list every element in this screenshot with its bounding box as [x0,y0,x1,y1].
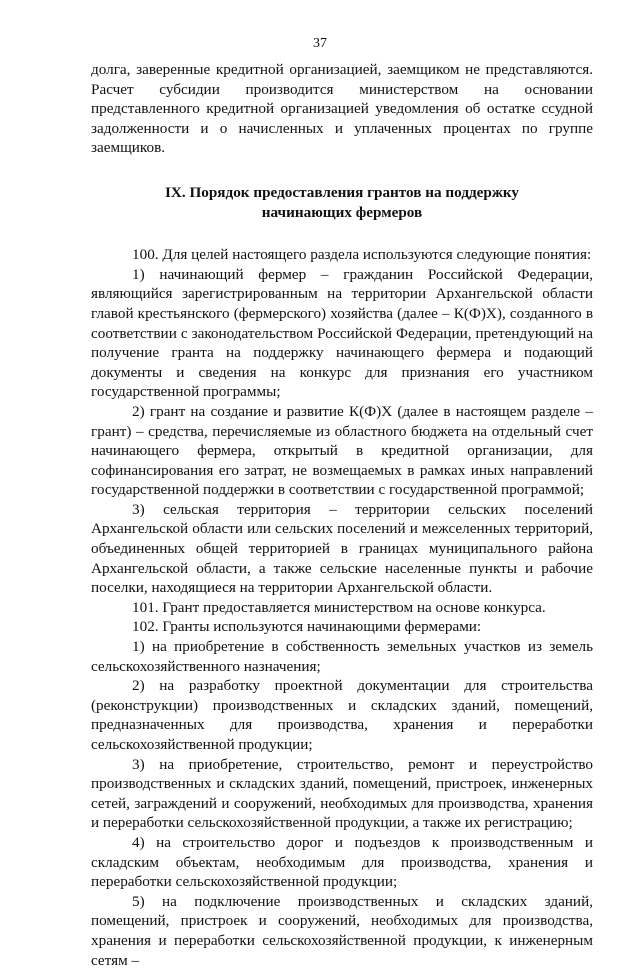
paragraph-102-item-5: 5) на подключение производственных и складских зданий, помещений, пристроек и сооружений, необходимых для производства, хранения и переработки сельскохозяйственной продукции, к инженерным сетям – [91,892,593,969]
paragraph-100: 100. Для целей настоящего раздела используются следующие понятия: [132,246,592,264]
paragraph-102-item-2: 2) на разработку проектной документации для строительства (реконструкции) производственных и складских зданий, помещений, предназначенных для производства, хранения и переработки сельскохозяйственной продукции; [91,677,593,753]
paragraph-102-item-1: 1) на приобретение в собственность земельных участков из земель сельскохозяйственного назначения; [91,638,593,675]
paragraph-100-item-3: 3) сельская территория – территории сельских поселений Архангельской области или сельских поселений и межселенных территорий, объединенных общей территорией в границах муниципального района Архангельской области, а также сельские населенные пункты и рабочие поселки, находящиеся на территории Архангельской области. [91,500,593,597]
body-text [91,60,593,970]
page-number: 37 [313,36,327,51]
paragraph-102-item-4: 4) на строительство дорог и подъездов к производственным и складским объектам, необходимым для производства, хранения и переработки сельскохозяйственной продукции; [91,833,593,891]
section-heading-line1: IX. Порядок предоставления грантов на поддержку [164,183,520,201]
paragraph-102-item-3: 3) на приобретение, строительство, ремонт и переустройство производственных и складских зданий, помещений, пристроек, инженерных сетей, заграждений и сооружений, необходимых для производства, хранения и переработки сельскохозяйственной продукции, а также их регистрацию; [91,755,593,832]
section-heading [91,183,593,222]
intro-paragraph: долга, заверенные кредитной организацией, заемщиком не представляются. Расчет субсидии производится министерством на основании представленного кредитной организацией уведомления об остатке ссудной задолженности и о начисленных и уплаченных процентах по группе заемщиков. [91,61,593,157]
paragraph-102: 102. Гранты используются начинающими фермерами: [132,618,482,636]
paragraph-100-item-1: 1) начинающий фермер – гражданин Российской Федерации, являющийся зарегистрированным на территории Архангельской области главой крестьянского (фермерского) хозяйства (далее – К(Ф)Х), созданного в соответствии с законодательством Российской Федерации, претендующий на получение гранта на поддержку начинающего фермера и подающий документы и сведения на конкурс для признания его участником государственной программы; [91,265,593,401]
section-heading-line2: начинающих фермеров [261,203,423,221]
paragraph-101: 101. Грант предоставляется министерством на основе конкурса. [132,598,546,616]
paragraph-100-item-2: 2) грант на создание и развитие К(Ф)Х (далее в настоящем разделе – грант) – средства, перечисляемые из областного бюджета на отдельный счет начинающего фермера, открытый в кредитной организации, для софинансирования его затрат, не возмещаемых в рамках иных направлений государственной поддержки в соответствии с государственной программой; [91,402,593,499]
